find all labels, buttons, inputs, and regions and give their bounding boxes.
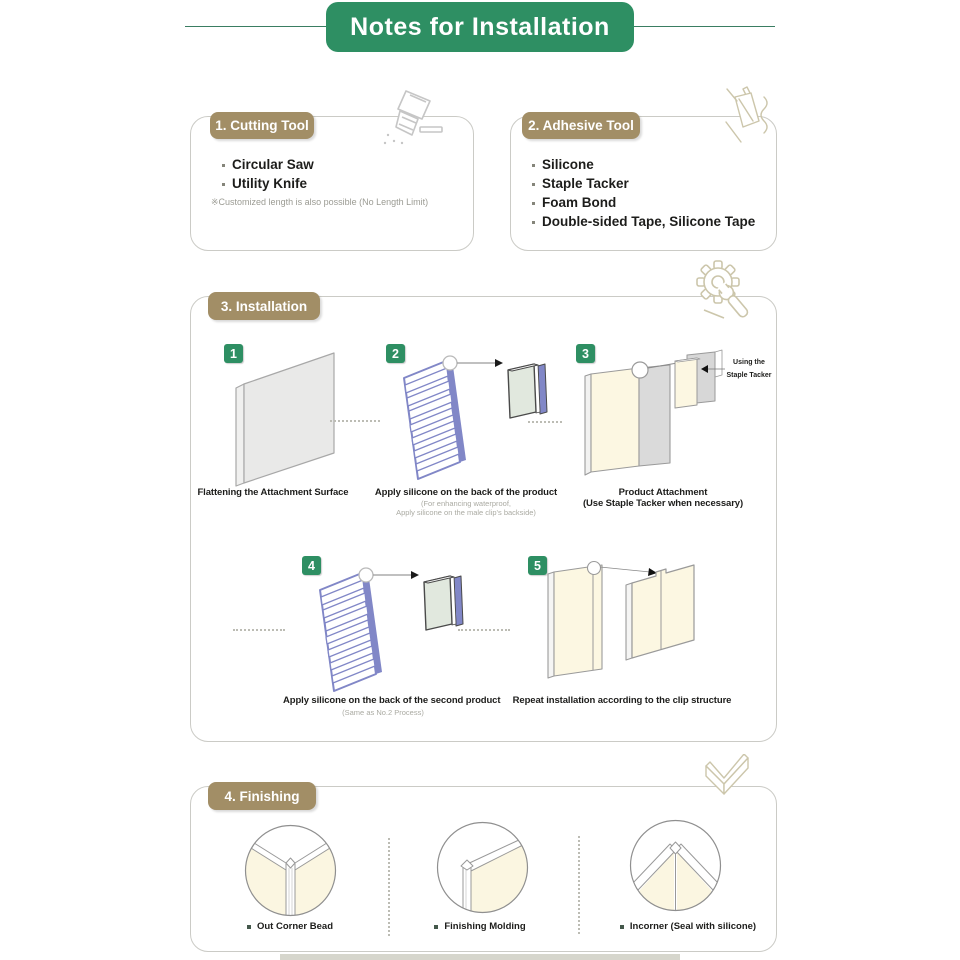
step3-caption: Product Attachment: [618, 487, 708, 498]
section-finishing-label: [208, 782, 316, 810]
step2-subcaption: (For enhancing waterproof,: [420, 499, 512, 508]
step5-caption: Repeat installation according to the clip structure: [512, 695, 732, 706]
step2-silicone-illustration: [392, 350, 557, 485]
silicone-gun-icon: [696, 86, 774, 150]
finishing-caption-out-corner: [200, 921, 380, 932]
list-item-label: Staple Tacker: [542, 176, 629, 191]
step1-caption: Flattening the Attachment Surface: [197, 487, 349, 498]
step1-panel-illustration: [228, 350, 353, 487]
list-item: [222, 158, 314, 172]
bullet-square: [434, 925, 438, 929]
utility-knife-icon: [372, 90, 446, 150]
annotation-line: Staple Tacker: [726, 372, 772, 379]
finishing-caption-text: Out Corner Bead: [256, 921, 333, 932]
finishing-caption-text: Finishing Molding: [444, 921, 526, 932]
finishing-caption-incorner: [588, 921, 788, 932]
section-cutting-tool-label: [210, 112, 314, 139]
step-separator: [458, 629, 510, 631]
step4-silicone-illustration: [308, 562, 473, 697]
finishing-molding-illustration: [435, 820, 530, 915]
bullet-dot: [222, 164, 225, 167]
bullet-square: [247, 925, 251, 929]
bullet-dot: [532, 221, 535, 224]
step2-caption: Apply silicone on the back of the product: [374, 487, 558, 498]
section-adhesive-tool-label: [522, 112, 640, 139]
step-separator: [233, 629, 285, 631]
step-number: 4: [308, 558, 315, 573]
section-installation-label: [208, 292, 320, 320]
list-item: [532, 196, 755, 210]
header-rule-left: [185, 26, 326, 27]
section-label-text: 2. Adhesive Tool: [528, 118, 634, 133]
step-number: 5: [534, 558, 541, 573]
cutting-tool-list: [222, 158, 314, 191]
bullet-square: [620, 925, 624, 929]
list-item: [222, 177, 314, 191]
adhesive-tool-list: [532, 158, 755, 229]
gear-wrench-icon: [690, 258, 758, 326]
bottom-page-edge: [280, 954, 680, 960]
step-number: 2: [392, 346, 399, 361]
bullet-dot: [222, 183, 225, 186]
list-item: [532, 177, 755, 191]
corner-molding-icon: [700, 754, 760, 812]
header-rule-right: [634, 26, 775, 27]
staple-tacker-annotation: [723, 356, 775, 382]
step3-caption-line2: (Use Staple Tacker when necessary): [582, 498, 744, 509]
bullet-dot: [532, 183, 535, 186]
annotation-line: Using the: [733, 359, 765, 366]
step4-subcaption: (Same as No.2 Process): [342, 708, 424, 717]
list-item-label: Foam Bond: [542, 195, 617, 210]
out-corner-bead-illustration: [243, 823, 338, 918]
incorner-illustration: [628, 818, 723, 913]
list-item-label: Double-sided Tape, Silicone Tape: [542, 214, 756, 229]
list-item-label: Utility Knife: [232, 176, 308, 191]
list-item: [532, 158, 755, 172]
section-label-text: 1. Cutting Tool: [215, 118, 309, 133]
section-label-text: 3. Installation: [220, 298, 308, 314]
bullet-dot: [532, 164, 535, 167]
section-label-text: 4. Finishing: [224, 788, 300, 804]
list-item: [532, 215, 755, 229]
finishing-separator: [578, 836, 580, 934]
step5-repeat-illustration: [540, 558, 730, 698]
step-number: 3: [582, 346, 589, 361]
step2-subcaption: Apply silicone on the male clip's backside): [396, 508, 536, 517]
step-separator: [330, 420, 380, 422]
list-item-label: Circular Saw: [232, 157, 314, 172]
finishing-caption-molding: [390, 921, 570, 932]
step4-caption: Apply silicone on the back of the second product: [283, 695, 501, 706]
page-title: Notes for Installation: [326, 2, 634, 52]
step-separator: [528, 421, 562, 423]
step-number: 1: [230, 346, 237, 361]
cutting-tool-note: ※Customized length is also possible (No Length Limit): [211, 197, 429, 207]
bullet-dot: [532, 202, 535, 205]
finishing-caption-text: Incorner (Seal with silicone): [629, 921, 757, 932]
list-item-label: Silicone: [542, 157, 594, 172]
